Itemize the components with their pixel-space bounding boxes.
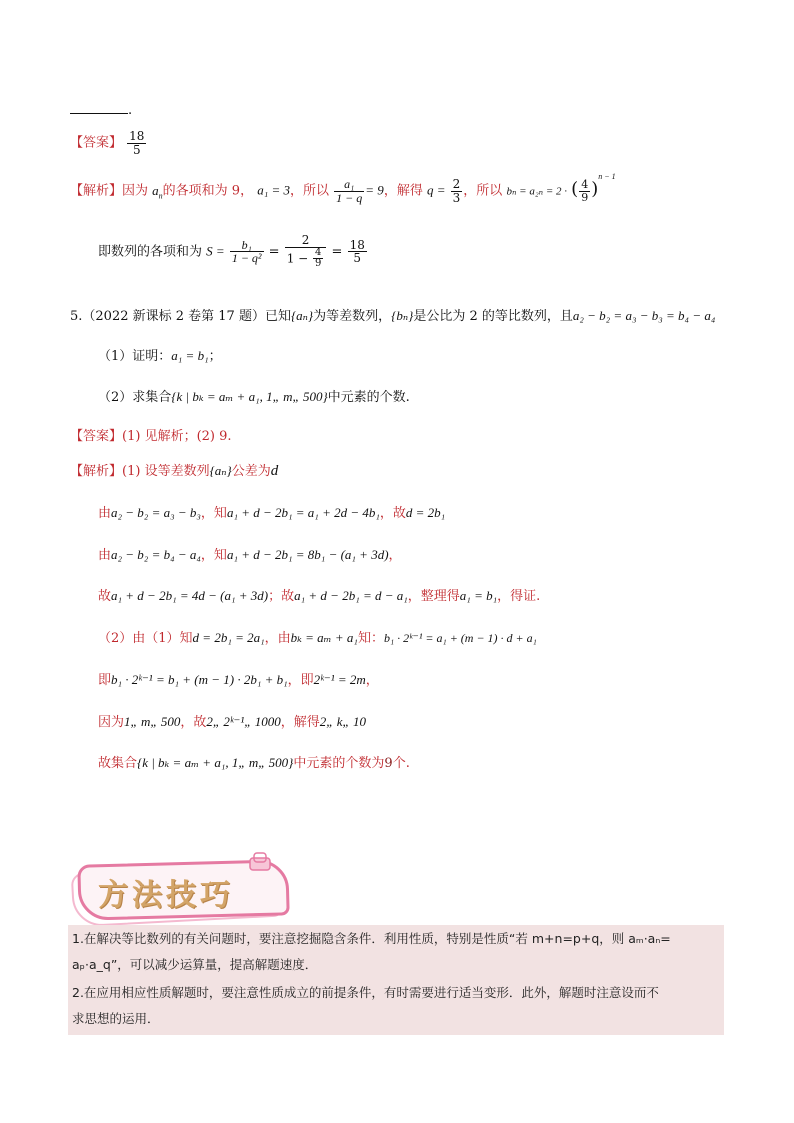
fraction-denominator: 1 − q xyxy=(336,190,363,205)
question-5-part-2 xyxy=(98,386,410,405)
text: ，所以 xyxy=(463,183,503,199)
fraction-1 xyxy=(230,239,264,265)
math: d = 2b₁ xyxy=(405,505,446,520)
fraction-numerator: 18 xyxy=(129,129,145,143)
fraction-numerator: 18 xyxy=(349,237,365,252)
math: 2ᵏ⁻¹ = 2m xyxy=(313,672,366,687)
text: （2）由（1）知 xyxy=(98,631,193,646)
math: a₁ = b₁ xyxy=(459,588,498,603)
text: ， xyxy=(365,673,379,688)
derivation-line-4 xyxy=(98,627,537,646)
math-bn: bₙ = a₂ₙ = 2 · xyxy=(506,185,568,198)
text: ，知 xyxy=(200,548,227,563)
fraction-numerator: b₁ xyxy=(230,239,264,253)
text: 故 xyxy=(98,589,112,604)
text: 因为 xyxy=(122,183,149,199)
ratio-fraction xyxy=(579,179,590,203)
math-set: {k | bₖ = aₘ + a₁, 1„ m„ 500} xyxy=(171,389,328,404)
derivation-line-3 xyxy=(98,585,540,604)
math: 2„ k„ 10 xyxy=(319,714,367,729)
tips-line-1: 1.在解决等比数列的有关问题时，要注意挖掘隐含条件．利用性质，特别是性质“若 m+n=p+q，则 aₘ·aₙ= xyxy=(72,931,671,946)
math: a₂ − b₂ = b₄ − a₄ xyxy=(111,547,201,562)
fraction-numerator: 2 xyxy=(452,177,461,191)
answer-row-2 xyxy=(70,425,232,444)
answer-label: 【答案】 xyxy=(70,429,123,444)
math: bₖ = aₘ + a₁ xyxy=(290,630,358,645)
text: ，故 xyxy=(180,715,207,730)
analysis-label: 【解析】 xyxy=(70,464,123,479)
math: b₁ · 2ᵏ⁻¹ = b₁ + (m − 1) · 2b₁ + b₁ xyxy=(111,672,288,687)
paper-clip-icon xyxy=(247,852,273,872)
fraction-denominator xyxy=(285,248,327,270)
q-fraction xyxy=(451,178,463,204)
fraction-3 xyxy=(348,239,367,265)
text: 中元素的个数. xyxy=(327,390,410,405)
derivation-line-7 xyxy=(98,752,410,771)
text: 中元素的个数为 xyxy=(293,756,385,771)
answer-text: (1) 见解析；(2) 9. xyxy=(122,429,232,444)
question-5 xyxy=(70,305,715,324)
math: 1„ m„ 500 xyxy=(124,714,181,729)
text: ，由 xyxy=(264,631,291,646)
text: 公差为 xyxy=(231,464,271,479)
math-set-a: {aₙ} xyxy=(290,308,314,323)
banner-title: 方法技巧 xyxy=(98,878,234,913)
text: ，得证. xyxy=(497,589,541,604)
math: a₁ + d − 2b₁ = a₁ + 2d − 4b₁ xyxy=(226,505,380,520)
answer-blank-line xyxy=(70,103,132,118)
text: ， xyxy=(388,548,402,563)
text: 的各项和为 9， xyxy=(162,183,254,199)
derivation-line-2 xyxy=(98,544,402,563)
analysis-label: 【解析】 xyxy=(70,183,123,199)
fraction-denominator: 5 xyxy=(132,142,141,157)
math: d = 2b₁ = 2a₁ xyxy=(192,630,265,645)
text: ；故 xyxy=(268,589,295,604)
math-a1-eq: a₁ = 3 xyxy=(257,182,291,198)
text: ，知 xyxy=(200,506,227,521)
math-set: {k | bₖ = aₘ + a₁, 1„ m„ 500} xyxy=(137,755,294,770)
text: （2）求集合 xyxy=(98,390,172,405)
question-5-part-1 xyxy=(98,345,222,364)
text: ，整理得 xyxy=(407,589,460,604)
text: 知： xyxy=(357,631,384,646)
math: 2„ 2ᵏ⁻¹„ 1000 xyxy=(206,714,281,729)
math-q: q = xyxy=(426,182,446,198)
text: 即 xyxy=(98,673,112,688)
text: 因为 xyxy=(98,715,125,730)
tips-box xyxy=(68,925,724,1035)
math-eq9: = 9 xyxy=(365,182,384,198)
fraction-numerator: a₁ xyxy=(334,178,364,192)
text: 即数列的各项和为 xyxy=(98,244,203,260)
text: 为等差数列， xyxy=(313,309,392,324)
text: ； xyxy=(208,349,222,364)
derivation-line-6 xyxy=(98,711,366,730)
tips-line-3: 2.在应用相应性质解题时，要注意性质成立的前提条件，有时需要进行适当变形．此外，解题时注意设而不 xyxy=(72,985,659,1000)
math: a₁ + d − 2b₁ = 8b₁ − (a₁ + 3d) xyxy=(226,547,389,562)
tips-line-2: aₚ·a_q”，可以减少运算量，提高解题速度． xyxy=(72,957,318,972)
math-S: S = xyxy=(206,243,225,259)
math-eq: a₂ − b₂ = a₃ − b₃ = b₄ − a₄ xyxy=(572,308,716,323)
fraction-numerator: 4 xyxy=(581,178,589,192)
answer-label: 【答案】 xyxy=(70,135,123,151)
fraction-denominator: 1 − q² xyxy=(231,251,262,266)
math-set-b: {bₙ} xyxy=(391,308,414,323)
text: (1) 设等差数列 xyxy=(122,464,210,479)
answer-row-1 xyxy=(70,130,147,156)
tips-line-4: 求思想的运用． xyxy=(72,1011,160,1026)
math: b₁ · 2ᵏ⁻¹ = a₁ + (m − 1) · d + a₁ xyxy=(383,631,537,645)
math: a₁ + d − 2b₁ = 4d − (a₁ + 3d) xyxy=(111,588,269,603)
text: 是公比为 2 的等比数列，且 xyxy=(413,309,573,324)
fraction-numerator: 4 xyxy=(315,246,322,258)
fraction-denominator: 9 xyxy=(315,258,322,270)
question-text: 5.（2022 新课标 2 卷第 17 题）已知 xyxy=(70,309,291,324)
math-set: {aₙ} xyxy=(209,463,232,478)
sum-fraction xyxy=(334,178,364,204)
analysis-row-1: 【解析】因为 $a_n$的各项和为 9， a₁ = 3，所以 $\frac{\text{a₁}}{1 - q}$ = 9，解得 q = $\frac{2}{3}$ ，所以 bₙ = a₂ₙ = 2 · ( $\frac{4}{9}$ )$^{n - 1}$ xyxy=(70,172,616,205)
text: ，所以 xyxy=(290,183,330,199)
fill-blank xyxy=(70,103,128,114)
text: （1）证明： xyxy=(98,349,172,364)
math-d: d xyxy=(270,463,279,479)
fraction-numerator: 2 xyxy=(285,234,327,248)
math: a₂ − b₂ = a₃ − b₃ xyxy=(111,505,201,520)
fraction-denominator: 9 xyxy=(581,190,589,204)
exponent: n − 1 xyxy=(598,172,616,182)
math: a₁ + d − 2b₁ = d − a₁ xyxy=(294,588,408,603)
fraction-denominator: 5 xyxy=(353,251,362,266)
text: ，故 xyxy=(379,506,406,521)
text: 1 − xyxy=(286,251,309,266)
analysis-row-2: 即数列的各项和为 S = $\frac{\text{b₁}}{\text{1 − q²}}$ = 2 1 − $\frac{4}{9}$ = $\frac{18}{5}$ xyxy=(98,233,365,270)
text: 故集合 xyxy=(98,756,138,771)
text: 由 xyxy=(98,548,112,563)
text: ，解得 xyxy=(383,183,423,199)
fraction-2 xyxy=(285,234,327,270)
text: 个. xyxy=(392,756,410,771)
period: . xyxy=(128,103,133,118)
derivation-line-1 xyxy=(98,502,445,521)
math-an: $a_n$ xyxy=(152,182,163,201)
math-eq: a₁ = b₁ xyxy=(171,348,209,363)
method-tips-banner xyxy=(68,852,293,922)
analysis-row-3 xyxy=(70,460,278,480)
text: ，即 xyxy=(287,673,314,688)
count-value: 9 xyxy=(384,756,393,771)
fraction-denominator: 3 xyxy=(452,190,461,205)
answer-fraction xyxy=(127,130,146,156)
text: 由 xyxy=(98,506,112,521)
nested-fraction xyxy=(313,248,323,270)
derivation-line-5 xyxy=(98,669,379,688)
text: ，解得 xyxy=(280,715,320,730)
